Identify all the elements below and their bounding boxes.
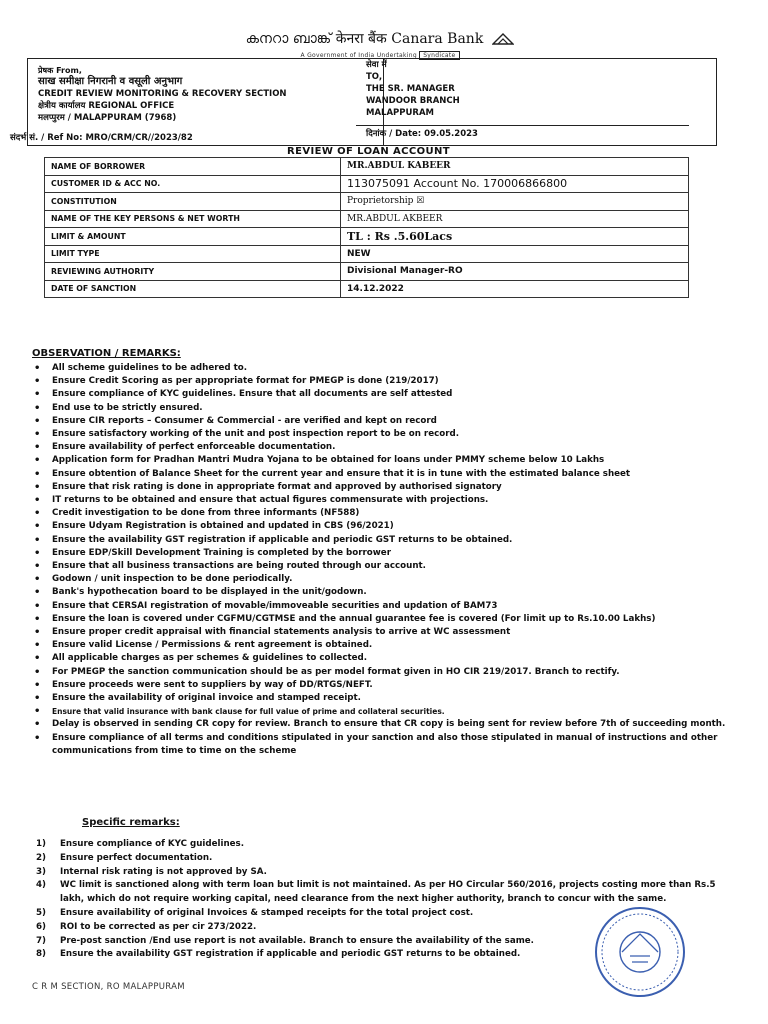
list-item — [36, 838, 736, 852]
table-row — [45, 245, 689, 263]
canara-logo-icon — [492, 32, 514, 46]
loan-details-table — [44, 157, 689, 298]
list-item: • Ensure Credit Scoring as per appropriate format for PMEGP is done (219/2017) — [32, 375, 732, 388]
bank-subline: A Government of India Undertaking — [300, 52, 417, 59]
list-item: • Ensure the availability of original invoice and stamped receipt. — [32, 692, 732, 705]
specific-remarks-title: Specific remarks: — [82, 817, 180, 828]
item-number: 7) — [36, 935, 47, 946]
list-item: • Credit investigation to be done from three informants (NF588) — [32, 507, 732, 520]
bank-name: കനറാ ബാങ്ക് केनरा बैंक Canara Bank — [245, 31, 484, 47]
reference-number: संदर्भ सं. / Ref No: MRO/CRM/CR//2023/82 — [10, 133, 193, 143]
list-item: • Ensure proceeds were sent to suppliers by way of DD/RTGS/NEFT. — [32, 679, 732, 692]
item-number: 1) — [36, 839, 47, 849]
item-text: ROI to be corrected as per cir 273/2022. — [60, 921, 257, 932]
row-value: Proprietorship ☒ — [341, 193, 689, 211]
list-item: • Ensure that risk rating is done in appropriate format and approved by authorised signatory — [32, 481, 732, 494]
date-divider — [356, 125, 689, 126]
list-item: • All scheme guidelines to be adhered to. — [32, 362, 732, 375]
list-item — [36, 866, 736, 880]
review-title: REVIEW OF LOAN ACCOUNT — [287, 146, 451, 157]
row-value: MR.ABDUL AKBEER — [341, 210, 689, 228]
row-label: LIMIT & AMOUNT — [45, 228, 341, 246]
list-item: • End use to be strictly ensured. — [32, 402, 732, 415]
list-item: • Ensure that valid insurance with bank clause for full value of prime and collateral securities. — [32, 705, 732, 718]
row-label: REVIEWING AUTHORITY — [45, 263, 341, 281]
table-row — [45, 193, 689, 211]
footer-section: C R M SECTION, RO MALAPPURAM — [32, 982, 185, 992]
item-text: Pre-post sanction /End use report is not available. Branch to ensure the availability of the same. — [60, 935, 534, 946]
item-number: 2) — [36, 852, 47, 863]
item-number: 5) — [36, 907, 47, 918]
list-item: • Ensure the availability GST registration if applicable and periodic GST returns to be obtained. — [32, 534, 732, 547]
item-text: Internal risk rating is not approved by SA. — [60, 866, 267, 877]
list-item: • Ensure proper credit appraisal with financial statements analysis to arrive at WC assessment — [32, 626, 732, 639]
list-item: • Ensure CIR reports – Consumer & Commercial - are verified and kept on record — [32, 415, 732, 428]
table-row — [45, 263, 689, 281]
list-item: • Ensure Udyam Registration is obtained and updated in CBS (96/2021) — [32, 520, 732, 533]
from-location: मलप्पुरम / MALAPPURAM (7968) — [38, 113, 177, 123]
table-row — [45, 228, 689, 246]
to-block — [366, 59, 460, 119]
list-item: • Application form for Pradhan Mantri Mudra Yojana to be obtained for loans under PMMY scheme below 10 Lakhs — [32, 454, 732, 467]
list-item: • Ensure availability of perfect enforceable documentation. — [32, 441, 732, 454]
item-text: Ensure perfect documentation. — [60, 852, 213, 863]
office-seal-icon — [592, 904, 688, 1000]
to-branch: WANDOOR BRANCH — [366, 96, 460, 106]
row-value: TL : Rs .5.60Lacs — [341, 228, 689, 246]
to-city: MALAPPURAM — [366, 108, 434, 118]
item-number: 8) — [36, 949, 47, 960]
list-item: • Ensure satisfactory working of the unit and post inspection report to be on record. — [32, 428, 732, 441]
list-item: • Ensure compliance of KYC guidelines. Ensure that all documents are self attested — [32, 388, 732, 401]
list-item: • IT returns to be obtained and ensure that actual figures commensurate with projections. — [32, 494, 732, 507]
table-row — [45, 210, 689, 228]
observation-list — [32, 362, 732, 758]
observation-title: OBSERVATION / REMARKS: — [32, 348, 181, 359]
row-value: Divisional Manager-RO — [341, 263, 689, 281]
list-item: • For PMEGP the sanction communication should be as per model format given in HO CIR 219/2017. Branch to rectify. — [32, 666, 732, 679]
item-text: Ensure availability of original Invoices & stamped receipts for the total project cost. — [60, 907, 474, 918]
list-item: • Ensure obtention of Balance Sheet for the current year and ensure that it is in tune with the estimated balance sheet — [32, 468, 732, 481]
to-label-hindi: सेवा में — [366, 60, 387, 70]
item-text: WC limit is sanctioned along with term loan but limit is not maintained. As per HO Circular 560/2016, projects costing more than Rs.5 lakh, which do not require working capital, need clearance from the next higher authority, branch to concur with the same. — [60, 880, 716, 905]
list-item — [36, 879, 736, 907]
row-value: 14.12.2022 — [341, 280, 689, 298]
row-label: NAME OF BORROWER — [45, 158, 341, 176]
list-item: • All applicable charges as per schemes & guidelines to collected. — [32, 652, 732, 665]
list-item: • Delay is observed in sending CR copy for review. Branch to ensure that CR copy is being sent for review before 7th of succeeding month. — [32, 718, 732, 731]
to-designation: THE SR. MANAGER — [366, 84, 455, 94]
item-number: 6) — [36, 921, 47, 932]
from-office: क्षेत्रीय कार्यालय REGIONAL OFFICE — [38, 101, 175, 111]
list-item: • Ensure that CERSAI registration of movable/immoveable securities and updation of BAM73 — [32, 600, 732, 613]
from-line-hindi: साख समीक्षा निगरानी व वसूली अनुभाग — [38, 76, 183, 87]
list-item: • Ensure compliance of all terms and conditions stipulated in your sanction and also those stipulated in manual of instructions and other communications from time to time on the scheme — [32, 732, 732, 758]
table-row — [45, 158, 689, 176]
row-label: NAME OF THE KEY PERSONS & NET WORTH — [45, 210, 341, 228]
list-item: • Ensure valid License / Permissions & rent agreement is obtained. — [32, 639, 732, 652]
row-label: DATE OF SANCTION — [45, 280, 341, 298]
from-section: CREDIT REVIEW MONITORING & RECOVERY SECTION — [38, 89, 287, 99]
row-value: MR.ABDUL KABEER — [341, 158, 689, 176]
item-text: Ensure the availability GST registration if applicable and periodic GST returns to be obtained. — [60, 949, 521, 960]
item-number: 4) — [36, 880, 47, 891]
row-label: CONSTITUTION — [45, 193, 341, 211]
row-value: 113075091 Account No. 170006866800 — [341, 175, 689, 193]
list-item: • Ensure EDP/Skill Development Training is completed by the borrower — [32, 547, 732, 560]
bank-letterhead — [200, 28, 560, 60]
row-label: LIMIT TYPE — [45, 245, 341, 263]
list-item: • Bank's hypothecation board to be displayed in the unit/godown. — [32, 586, 732, 599]
list-item: • Godown / unit inspection to be done periodically. — [32, 573, 732, 586]
item-text: Ensure compliance of KYC guidelines. — [60, 839, 245, 849]
row-label: CUSTOMER ID & ACC NO. — [45, 175, 341, 193]
list-item — [36, 852, 736, 866]
item-number: 3) — [36, 866, 47, 877]
table-row — [45, 280, 689, 298]
syndicate-tag: Syndicate — [419, 51, 459, 60]
row-value: NEW — [341, 245, 689, 263]
letter-date: दिनांक / Date: 09.05.2023 — [366, 129, 478, 139]
list-item: • Ensure that all business transactions are being routed through our account. — [32, 560, 732, 573]
to-label: TO, — [366, 72, 383, 82]
from-label: प्रेषक From, — [38, 66, 82, 75]
list-item: • Ensure the loan is covered under CGFMU/CGTMSE and the annual guarantee fee is covered (For limit up to Rs.10.00 Lakhs) — [32, 613, 732, 626]
table-row — [45, 175, 689, 193]
